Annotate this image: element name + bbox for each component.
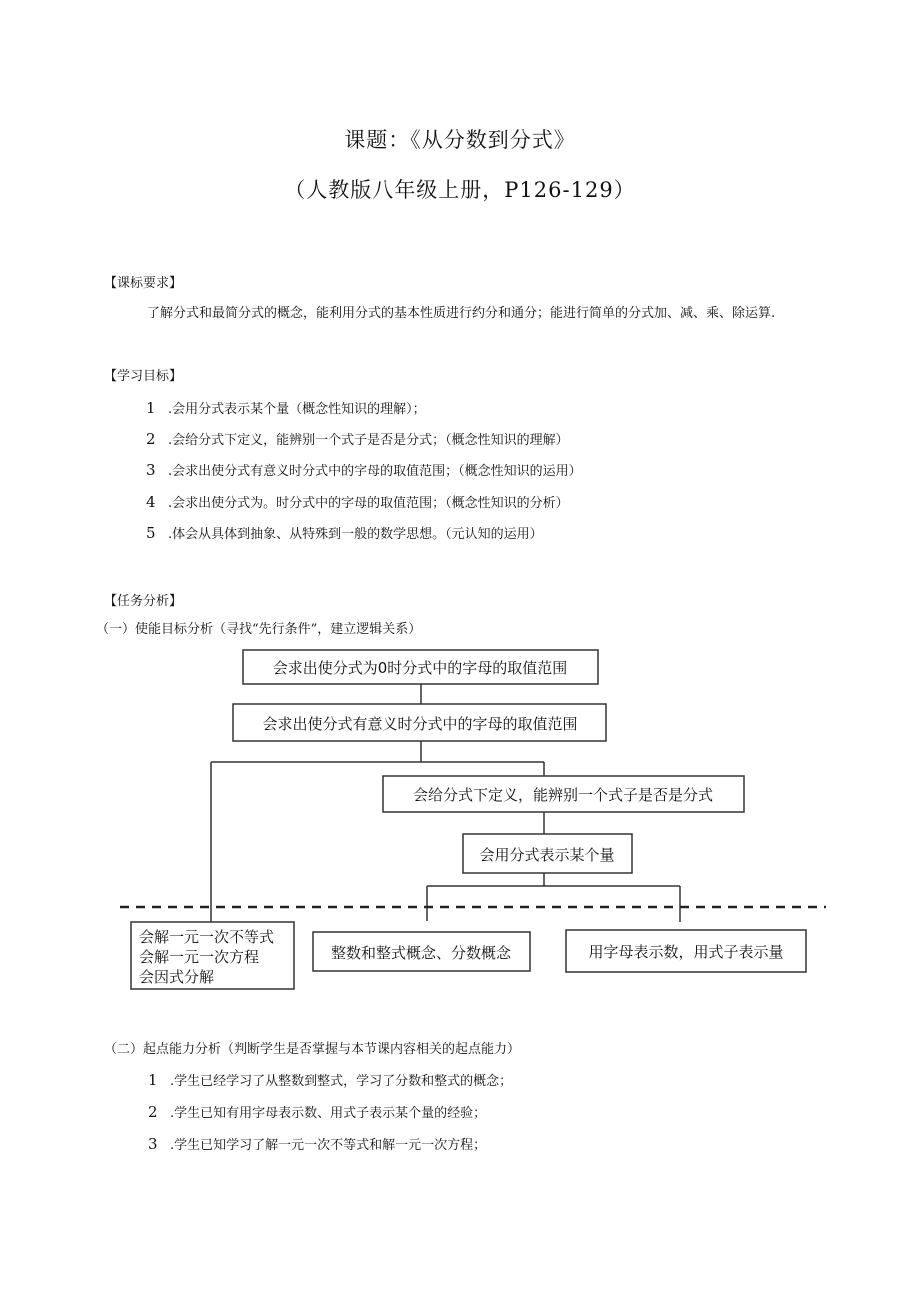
ability-text: .学生已知学习了解一元一次不等式和解一元一次方程；: [170, 1138, 487, 1153]
svg-text:会求出使分式有意义时分式中的字母的取值范围: 会求出使分式有意义时分式中的字母的取值范围: [262, 715, 578, 733]
objectives-heading: 【学习目标】: [104, 369, 183, 384]
task-part2-heading: （二）起点能力分析（判断学生是否掌握与本节课内容相关的起点能力）: [104, 1042, 521, 1057]
svg-text:会用分式表示某个量: 会用分式表示某个量: [479, 846, 615, 864]
ability-number: 2: [148, 1103, 158, 1121]
ability-number: 1: [148, 1071, 158, 1089]
ability-text: .学生已经学习了从整数到整式，学习了分数和整式的概念；: [170, 1074, 513, 1089]
ability-item: [148, 1070, 512, 1089]
diagram-box-letters-as-numbers: [566, 930, 806, 972]
objective-text: .会求出使分式为。时分式中的字母的取值范围；（概念性知识的分析）: [168, 496, 569, 511]
ability-item: [148, 1102, 486, 1121]
prerequisite-diagram: [0, 640, 920, 1000]
objective-text: .会用分式表示某个量（概念性知识的理解）；: [168, 402, 426, 417]
diagram-box-integer-concepts: [313, 932, 530, 971]
objective-number: 3: [146, 461, 156, 479]
ability-number: 3: [148, 1135, 158, 1153]
svg-text:会求出使分式为0时分式中的字母的取值范围: 会求出使分式为0时分式中的字母的取值范围: [272, 659, 568, 677]
objective-number: 4: [146, 493, 156, 511]
objective-item: [146, 492, 569, 511]
objective-text: .会给分式下定义，能辨别一个式子是否是分式；（概念性知识的理解）: [168, 433, 569, 448]
objective-item: [146, 398, 426, 417]
task-part1-heading: （一）使能目标分析（寻找“先行条件”，建立逻辑关系）: [96, 622, 422, 637]
diagram-box-represent-quantity: [463, 834, 632, 873]
page-title: 课题：《从分数到分式》: [344, 128, 576, 152]
svg-text:会给分式下定义，能辨别一个式子是否是分式: 会给分式下定义，能辨别一个式子是否是分式: [412, 786, 714, 804]
objective-number: 5: [146, 524, 156, 542]
ability-text: .学生已知有用字母表示数、用式子表示某个量的经验；: [170, 1106, 487, 1121]
objective-number: 1: [146, 399, 156, 417]
curriculum-heading: 【课标要求】: [104, 276, 183, 291]
curriculum-text: 了解分式和最简分式的概念，能利用分式的基本性质进行约分和通分；能进行简单的分式加、减、乘、除运算.: [147, 306, 776, 321]
page-subtitle: （人教版八年级上册，P126-129）: [284, 178, 636, 202]
ability-item: [148, 1134, 486, 1153]
objective-item: [146, 460, 582, 479]
svg-text:会解一元一次方程: 会解一元一次方程: [139, 948, 260, 966]
objective-item: [146, 429, 569, 448]
diagram-box-equations: [131, 922, 294, 989]
svg-text:用字母表示数，用式子表示量: 用字母表示数，用式子表示量: [588, 943, 784, 961]
diagram-box-zero-condition: [243, 650, 598, 684]
svg-text:会因式分解: 会因式分解: [139, 968, 215, 986]
objective-text: .体会从具体到抽象、从特殊到一般的数学思想。（元认知的运用）: [168, 527, 543, 542]
diagram-box-meaningful-condition: [233, 704, 606, 741]
svg-text:会解一元一次不等式: 会解一元一次不等式: [139, 928, 275, 946]
objective-item: [146, 523, 543, 542]
objective-text: .会求出使分式有意义时分式中的字母的取值范围；（概念性知识的运用）: [168, 464, 582, 479]
diagram-box-definition: [383, 776, 744, 812]
objective-number: 2: [146, 430, 156, 448]
svg-text:整数和整式概念、分数概念: 整数和整式概念、分数概念: [330, 944, 512, 962]
task-heading: 【任务分析】: [104, 594, 183, 609]
